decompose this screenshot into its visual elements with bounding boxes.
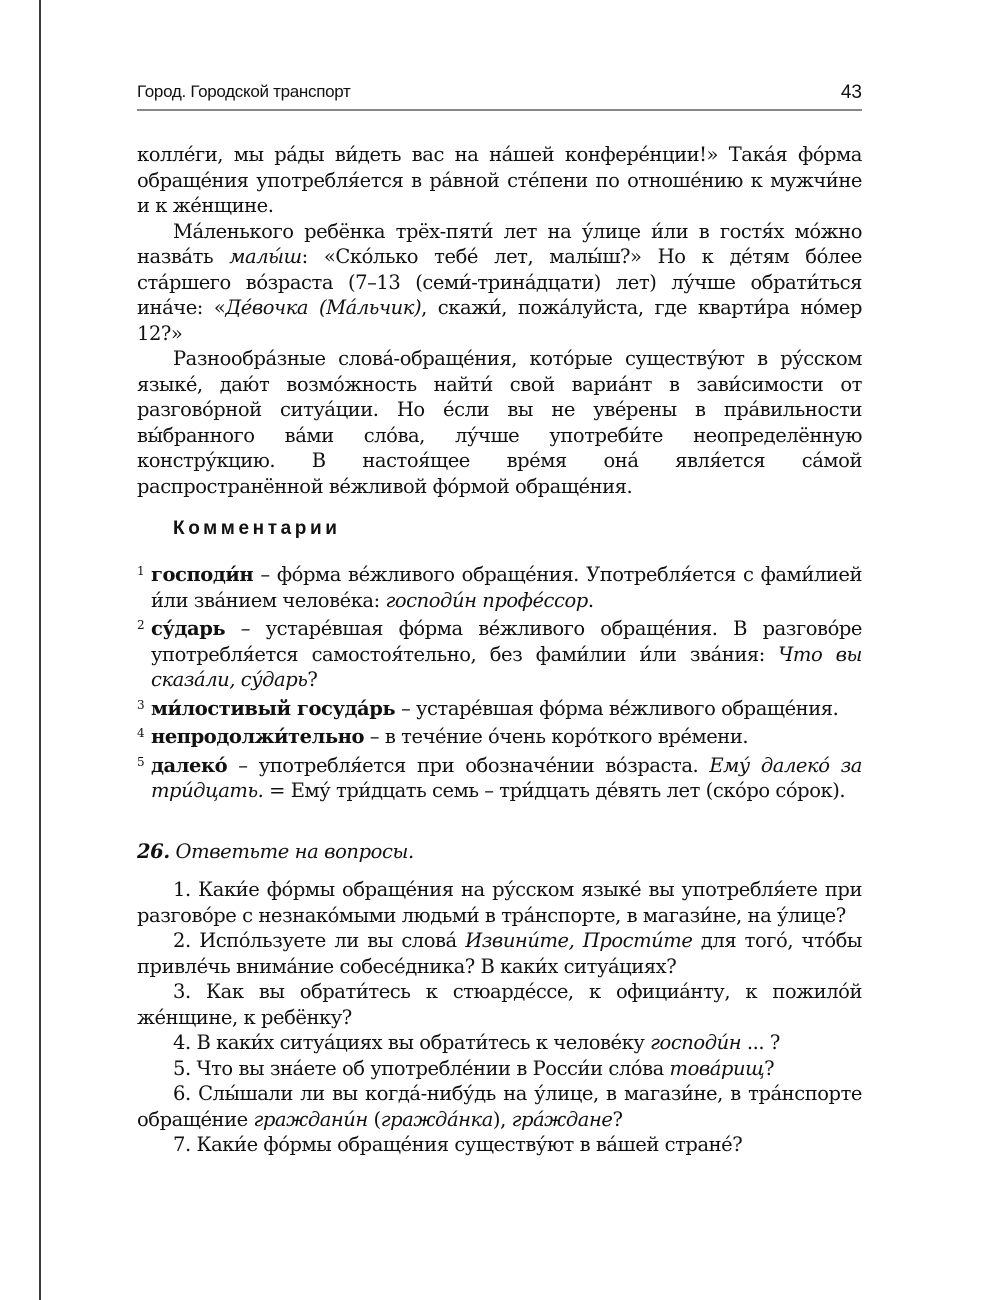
question-number: 5. (173, 1056, 191, 1080)
question-text: ? (764, 1056, 775, 1080)
comments-heading: Комментарии (173, 518, 341, 539)
question-item (137, 1030, 862, 1056)
question-number: 7. (173, 1133, 191, 1156)
page-edge-rule (39, 0, 41, 1300)
question-text: для того́, что́бы привле́чь внима́ние собесе́дника? В каки́х ситуа́циях? (137, 929, 862, 978)
question-text: Слы́шали ли вы когда́-нибу́дь на у́лице, в магази́не, в тра́нспорте обраще́ние (137, 1082, 862, 1131)
question-item (137, 1081, 862, 1132)
comment-term: су́дарь (151, 617, 226, 640)
comment-note (137, 750, 862, 804)
comment-tail: . (587, 588, 594, 612)
header-divider (137, 109, 862, 111)
question-text: Как вы обрати́тесь к стюарде́ссе, к официа́нту, к пожило́й же́нщине, к ребёнку? (137, 980, 862, 1029)
question-item (137, 877, 862, 928)
paragraph-1: колле́ги, мы ра́ды ви́деть вас на на́шей конфере́нции!» Така́я фо́рма обраще́ния употребля́ется в ра́вной сте́пени по отноше́нию к мужчи́не и к же́нщине. (137, 143, 862, 217)
footnote-number: 2 (137, 618, 145, 632)
exercise-questions (137, 877, 862, 1158)
comment-definition: – в тече́ние о́чень коро́ткого вре́мени. (364, 725, 749, 748)
comment-example: Что вы сказа́ли, су́дарь (151, 642, 862, 691)
exercise-number: 26. (137, 840, 170, 863)
comment-term: ми́лостивый госуда́рь (151, 696, 396, 720)
paragraph-2-italic-a: малы́ш (229, 245, 302, 268)
comment-definition: – устаре́вшая фо́рма ве́жливого обраще́ния. (395, 696, 839, 720)
comment-note (137, 559, 862, 613)
question-italic-term: това́рищ (669, 1056, 765, 1080)
question-item (137, 928, 862, 979)
question-number: 4. (173, 1031, 191, 1054)
question-text: Каки́е фо́рмы обраще́ния существу́ют в ва́шей стране́? (196, 1133, 743, 1156)
question-text: ... ? (741, 1031, 780, 1054)
comment-explanation: = Ему́ три́дцать семь – три́дцать де́вять лет (ско́ро со́рок). (263, 779, 846, 802)
question-number: 1. (173, 878, 191, 901)
comment-note (137, 721, 862, 750)
paragraph-2-text-b: : «Ско́лько тебе́ лет, малы́ш?» Но к де́тям бо́лее ста́ршего во́зраста (7–13 (семи́-трина́дцати) лет) лу́чше обрати́ться ина́че: « (137, 245, 862, 319)
question-item (137, 979, 862, 1030)
running-header (137, 82, 862, 106)
comments-list (137, 559, 862, 804)
paragraph-3: Разнообра́зные слова́-обраще́ния, кото́рые существу́ют в ру́сском языке́, даю́т возмо́жность найти́ свой вариа́нт в зави́симости от разгово́рной ситуа́ции. Но е́сли вы не уве́рены в пра́вильности вы́бранного ва́ми сло́ва, лу́чше употреби́те неопределённую констру́кцию. В настоя́щее вре́мя она́ явля́ется са́мой распространённой ве́жливой фо́рмой обраще́ния. (137, 347, 862, 498)
comment-tail: ? (307, 668, 318, 691)
paragraph-2-italic-b: Де́вочка (Ма́льчик) (225, 296, 422, 319)
footnote-number: 3 (137, 697, 145, 712)
comment-note (137, 693, 862, 722)
comment-definition: – устаре́вшая фо́рма ве́жливого обраще́ния. В разгово́ре употребля́ется самостоя́тельно, без фами́лии и́ли зва́ния: (151, 617, 862, 666)
page-number: 43 (840, 82, 862, 103)
question-number: 3. (173, 980, 191, 1003)
comment-example: господи́н профе́ссор (385, 588, 588, 612)
footnote-number: 5 (137, 754, 145, 769)
question-text: Каки́е фо́рмы обраще́ния на ру́сском языке́ вы употребля́ете при разгово́ре с незнако́мыми людьми́ в тра́нспорте, в магази́не, на у́лице? (137, 878, 862, 927)
question-item (137, 1056, 862, 1082)
question-italic-term: гра́ждане (511, 1107, 613, 1131)
question-number: 6. (173, 1082, 191, 1105)
exercise-heading (137, 840, 414, 863)
running-title: Город. Городской транспорт (137, 82, 351, 101)
question-text: Что вы зна́ете об употребле́нии в Росси́и сло́ва (196, 1056, 670, 1080)
comment-example: Ему́ далеко́ за три́дцать. (151, 753, 862, 802)
footnote-number: 1 (137, 564, 145, 578)
question-text: ( (367, 1107, 381, 1131)
question-text: ? (612, 1107, 623, 1131)
question-text: В каки́х ситуа́циях вы обрати́тесь к челове́ку (196, 1031, 651, 1054)
footnote-number: 4 (137, 726, 145, 740)
paragraph-2-text-a: Ма́ленького ребёнка трёх-пяти́ лет на у́лице и́ли в гостя́х мо́жно назва́ть (137, 219, 862, 268)
question-italic-term: господи́н (650, 1031, 742, 1054)
question-italic-term: Извини́те, Прости́те (465, 929, 693, 952)
comment-term: непродолжи́тельно (151, 725, 365, 748)
comment-definition: – фо́рма ве́жливого обраще́ния. Употребля́ется с фами́лией и́ли зва́нием челове́ка: (151, 563, 862, 612)
question-italic-term: граждани́н (253, 1107, 368, 1131)
question-text: ), (492, 1107, 512, 1131)
question-italic-term: гражда́нка (380, 1107, 493, 1131)
comment-term: господи́н (151, 563, 254, 586)
comment-definition: – употребля́ется при обозначе́нии во́зраста. (227, 753, 710, 777)
question-number: 2. (173, 929, 191, 952)
question-item (137, 1132, 862, 1158)
paragraph-2 (137, 219, 862, 347)
main-text (137, 142, 862, 499)
exercise-instruction: Ответьте на вопросы. (175, 840, 414, 863)
question-text: Испо́льзуете ли вы слова́ (199, 929, 466, 952)
comment-note (137, 613, 862, 693)
paragraph-2-text-c: , скажи́, пожа́луйста, где кварти́ра но́мер 12?» (137, 296, 863, 345)
comment-term: далеко́ (151, 753, 228, 777)
